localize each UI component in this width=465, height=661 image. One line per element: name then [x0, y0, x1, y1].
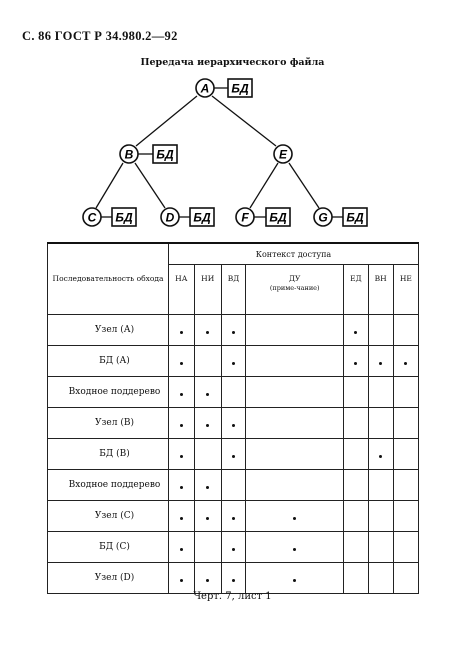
mark-dot	[180, 486, 183, 489]
table-row	[48, 439, 419, 470]
access-cell	[393, 501, 418, 532]
mark-dot	[293, 548, 296, 551]
access-cell	[169, 408, 195, 439]
access-cell	[194, 377, 221, 408]
access-cell	[344, 408, 368, 439]
access-cell	[194, 408, 221, 439]
access-cell	[169, 377, 195, 408]
row-label: БД (А)	[48, 346, 169, 377]
mark-dot	[180, 393, 183, 396]
access-cell	[246, 470, 344, 501]
column-header-4: ДУ (приме-чание)	[246, 265, 344, 315]
access-cell	[368, 315, 393, 346]
figure-caption: Передача иерархического файла	[140, 57, 325, 68]
access-cell	[221, 470, 245, 501]
access-cell	[194, 470, 221, 501]
row-label: Входное поддерево	[48, 377, 169, 408]
access-cell	[344, 346, 368, 377]
access-cell	[368, 346, 393, 377]
access-cell	[368, 408, 393, 439]
page-header: С. 86 ГОСТ Р 34.980.2—92	[22, 29, 178, 43]
column-header-5: ЕД	[344, 265, 368, 315]
access-cell	[221, 501, 245, 532]
node-label: F	[241, 210, 249, 225]
access-cell	[246, 532, 344, 563]
access-cell	[169, 532, 195, 563]
edge-a-e	[212, 96, 276, 146]
mark-dot	[206, 393, 209, 396]
column-header-7: НЕ	[393, 265, 418, 315]
access-cell	[368, 532, 393, 563]
access-cell	[393, 532, 418, 563]
row-label: Узел (А)	[48, 315, 169, 346]
row-label: Входное поддерево	[48, 470, 169, 501]
access-cell	[221, 532, 245, 563]
access-cell	[393, 563, 418, 594]
db-label: БД	[193, 210, 211, 225]
node-label: E	[278, 147, 288, 162]
db-label: БД	[269, 210, 287, 225]
mark-dot	[379, 455, 382, 458]
access-cell	[246, 315, 344, 346]
access-cell	[194, 501, 221, 532]
header-access-context: Контекст доступа	[169, 243, 419, 265]
mark-dot	[206, 517, 209, 520]
edge-b-c	[96, 163, 123, 208]
access-cell	[169, 501, 195, 532]
mark-dot	[180, 579, 183, 582]
access-cell	[368, 563, 393, 594]
access-cell	[344, 470, 368, 501]
table-row	[48, 563, 419, 594]
row-label: Узел (В)	[48, 408, 169, 439]
access-cell	[221, 377, 245, 408]
access-context-table	[47, 242, 419, 594]
row-label: Узел (С)	[48, 501, 169, 532]
access-cell	[221, 346, 245, 377]
table-row	[48, 408, 419, 439]
access-cell	[368, 470, 393, 501]
table-row	[48, 377, 419, 408]
access-cell	[246, 346, 344, 377]
access-cell	[169, 346, 195, 377]
mark-dot	[206, 486, 209, 489]
node-label: D	[165, 210, 175, 225]
tree-node-g	[314, 208, 367, 226]
access-cell	[194, 532, 221, 563]
access-cell	[169, 439, 195, 470]
mark-dot	[232, 331, 235, 334]
mark-dot	[180, 424, 183, 427]
column-header-2: НИ	[194, 265, 221, 315]
mark-dot	[206, 579, 209, 582]
access-cell	[344, 315, 368, 346]
access-cell	[344, 501, 368, 532]
access-cell	[221, 439, 245, 470]
mark-dot	[180, 455, 183, 458]
table-row	[48, 532, 419, 563]
node-label: G	[318, 210, 328, 225]
mark-dot	[180, 548, 183, 551]
mark-dot	[180, 362, 183, 365]
mark-dot	[379, 362, 382, 365]
tree-node-a	[196, 79, 252, 97]
header-traversal-sequence: Последовательность обхода	[48, 243, 169, 315]
access-cell	[344, 532, 368, 563]
db-label: БД	[346, 210, 364, 225]
row-label: Узел (D)	[48, 563, 169, 594]
table-row	[48, 315, 419, 346]
access-cell	[169, 470, 195, 501]
access-cell	[246, 439, 344, 470]
db-label: БД	[231, 81, 249, 96]
access-cell	[169, 563, 195, 594]
node-label: C	[87, 210, 97, 225]
node-label: B	[124, 147, 134, 162]
access-cell	[221, 315, 245, 346]
table-row	[48, 346, 419, 377]
mark-dot	[232, 579, 235, 582]
row-label: БД (С)	[48, 532, 169, 563]
access-cell	[393, 377, 418, 408]
mark-dot	[232, 548, 235, 551]
access-cell	[344, 377, 368, 408]
column-header-6: ВН	[368, 265, 393, 315]
access-cell	[368, 377, 393, 408]
mark-dot	[232, 424, 235, 427]
access-cell	[221, 563, 245, 594]
access-cell	[169, 315, 195, 346]
column-header-1: НА	[169, 265, 195, 315]
db-label: БД	[156, 147, 174, 162]
access-cell	[246, 501, 344, 532]
mark-dot	[180, 517, 183, 520]
access-cell	[393, 408, 418, 439]
mark-dot	[206, 424, 209, 427]
access-cell	[246, 377, 344, 408]
mark-dot	[293, 579, 296, 582]
mark-dot	[293, 517, 296, 520]
access-cell	[221, 408, 245, 439]
edge-e-g	[289, 163, 319, 208]
column-header-3: ВД	[221, 265, 245, 315]
mark-dot	[180, 331, 183, 334]
access-cell	[246, 563, 344, 594]
access-cell	[344, 563, 368, 594]
edge-e-f	[250, 163, 278, 208]
mark-dot	[354, 362, 357, 365]
hierarchy-tree-diagram	[0, 0, 465, 240]
access-cell	[393, 470, 418, 501]
tree-node-b	[120, 145, 177, 163]
access-cell	[368, 501, 393, 532]
mark-dot	[232, 455, 235, 458]
mark-dot	[232, 362, 235, 365]
access-cell	[393, 315, 418, 346]
node-label: A	[200, 81, 210, 96]
access-cell	[194, 439, 221, 470]
table-row	[48, 470, 419, 501]
mark-dot	[404, 362, 407, 365]
access-cell	[194, 346, 221, 377]
mark-dot	[232, 517, 235, 520]
access-cell	[194, 563, 221, 594]
figure-footer: Черт. 7, лист 1	[193, 591, 272, 602]
table-row	[48, 501, 419, 532]
access-cell	[393, 346, 418, 377]
mark-dot	[354, 331, 357, 334]
tree-node-c	[83, 208, 136, 226]
tree-node-e	[274, 145, 292, 163]
access-cell	[393, 439, 418, 470]
edge-b-d	[135, 163, 165, 208]
access-cell	[368, 439, 393, 470]
mark-dot	[206, 331, 209, 334]
access-cell	[246, 408, 344, 439]
tree-node-d	[161, 208, 214, 226]
access-cell	[194, 315, 221, 346]
row-label: БД (В)	[48, 439, 169, 470]
du-note: (приме-чание)	[269, 284, 320, 292]
tree-node-f	[236, 208, 290, 226]
db-label: БД	[115, 210, 133, 225]
access-cell	[344, 439, 368, 470]
edge-a-b	[136, 96, 197, 146]
